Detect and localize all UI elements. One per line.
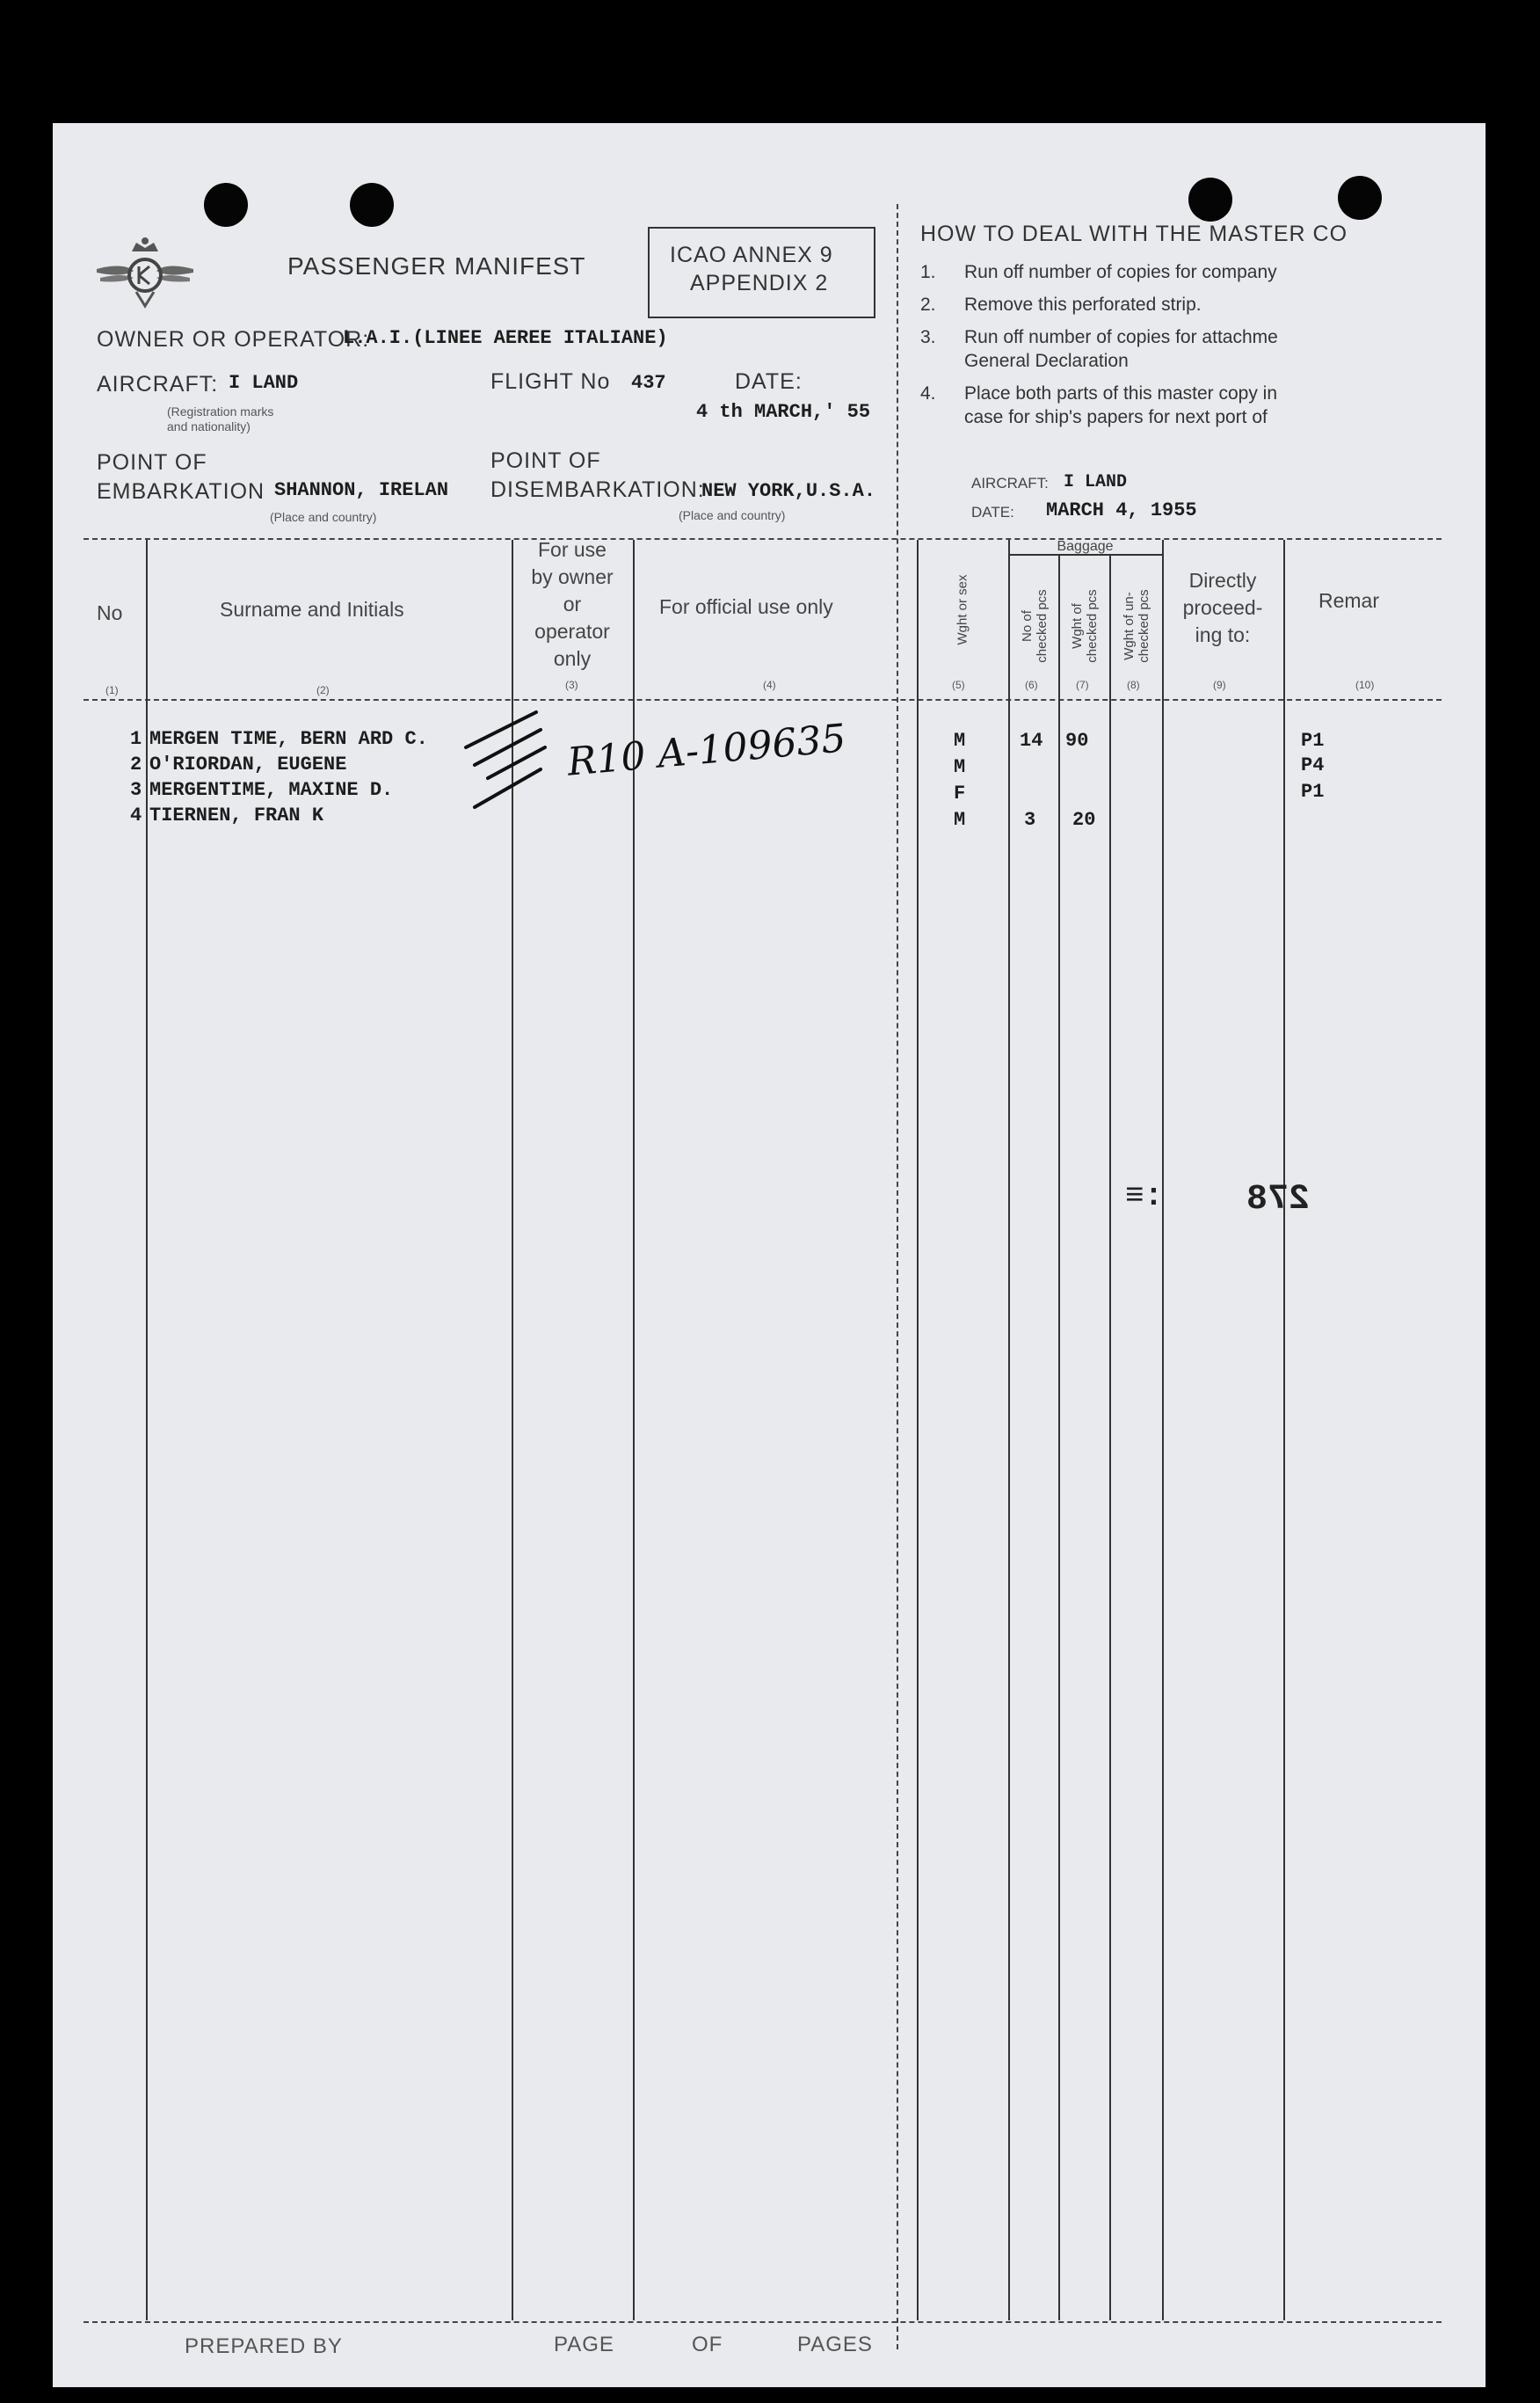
col-directly-line: ing to: bbox=[1195, 623, 1251, 646]
owner-value: L.A.I.(LINEE AEREE ITALIANE) bbox=[343, 327, 668, 349]
instruction-number: 4. bbox=[920, 383, 936, 404]
col-wght-unchecked-line: checked pcs bbox=[1137, 589, 1151, 663]
passenger-wght: 90 bbox=[1065, 730, 1089, 752]
col-number: (7) bbox=[1076, 679, 1089, 691]
col-owner-use-line: by owner bbox=[531, 565, 614, 588]
col-no: No bbox=[97, 601, 123, 624]
instruction-item bbox=[920, 260, 1483, 284]
form-title: PASSENGER MANIFEST bbox=[287, 252, 586, 280]
strip-date-label: DATE: bbox=[971, 504, 1014, 521]
strip-aircraft-value: I LAND bbox=[1064, 472, 1128, 492]
point-of-label: POINT OF bbox=[490, 448, 601, 473]
icao-appendix: APPENDIX 2 bbox=[690, 271, 829, 295]
passenger-name: MERGEN TIME, BERN ARD C. bbox=[149, 728, 428, 750]
passenger-name: O'RIORDAN, EUGENE bbox=[149, 754, 347, 776]
instruction-number: 2. bbox=[920, 295, 936, 315]
embarkation-label: EMBARKATION bbox=[97, 479, 265, 504]
instruction-text: Run off number of copies for company bbox=[964, 262, 1277, 282]
col-number: (1) bbox=[105, 684, 119, 696]
instructions-title: HOW TO DEAL WITH THE MASTER CO bbox=[920, 222, 1348, 246]
col-number: (9) bbox=[1213, 679, 1226, 691]
col-number: (8) bbox=[1127, 679, 1140, 691]
col-owner-use-line: only bbox=[553, 647, 592, 670]
col-wght-unchecked bbox=[1122, 582, 1151, 670]
passenger-no: 4 bbox=[130, 805, 142, 826]
manifest-sheet bbox=[53, 123, 1486, 2387]
perforation-line bbox=[897, 204, 898, 2349]
instruction-text: Remove this perforated strip. bbox=[964, 295, 1202, 315]
col-directly bbox=[1162, 567, 1283, 649]
col-wght-sex: Wght or sex bbox=[955, 574, 970, 645]
disembarkation-value: NEW YORK,U.S.A. bbox=[701, 480, 876, 502]
registration-note-line: (Registration marks bbox=[167, 404, 274, 419]
col-wght-checked bbox=[1070, 582, 1100, 670]
col-official: For official use only bbox=[659, 595, 833, 618]
table-top-rule bbox=[84, 538, 1442, 540]
passenger-sex: M bbox=[954, 756, 966, 778]
of-label: OF bbox=[692, 2333, 723, 2356]
col-wght-checked-line: checked pcs bbox=[1085, 589, 1100, 663]
airline-emblem-icon bbox=[88, 227, 202, 315]
passenger-name: MERGENTIME, MAXINE D. bbox=[149, 779, 394, 801]
col-wght-checked-line: Wght of bbox=[1070, 603, 1085, 649]
disembarkation-label: DISEMBARKATION: bbox=[490, 477, 705, 502]
passenger-sex: M bbox=[954, 809, 966, 831]
col-number: (2) bbox=[316, 684, 330, 696]
instruction-item bbox=[920, 382, 1483, 429]
col-owner-use bbox=[512, 536, 633, 673]
punch-hole bbox=[1188, 178, 1232, 222]
passenger-pcs: 14 bbox=[1020, 730, 1043, 752]
passenger-sex: M bbox=[954, 730, 966, 752]
col-owner-use-line: or bbox=[563, 593, 582, 615]
column-divider bbox=[633, 540, 635, 2320]
col-no-checked-line: No of bbox=[1020, 610, 1035, 642]
passenger-wght: 20 bbox=[1072, 809, 1096, 831]
footer-rule bbox=[84, 2321, 1442, 2323]
passenger-sex: F bbox=[954, 783, 966, 805]
passenger-pcs: 3 bbox=[1024, 809, 1036, 831]
prepared-by-label: PREPARED BY bbox=[185, 2334, 343, 2358]
owner-label: OWNER OR OPERATOR: bbox=[97, 327, 370, 352]
passenger-remark: P4 bbox=[1301, 754, 1325, 776]
strip-date-value: MARCH 4, 1955 bbox=[1046, 499, 1197, 521]
date-label: DATE: bbox=[735, 369, 803, 394]
flight-value: 437 bbox=[631, 372, 666, 394]
punch-hole bbox=[1338, 176, 1382, 220]
col-surname: Surname and Initials bbox=[220, 598, 404, 621]
point-of-label: POINT OF bbox=[97, 450, 207, 475]
instruction-item bbox=[920, 325, 1483, 373]
instruction-item bbox=[920, 293, 1483, 317]
col-directly-line: proceed- bbox=[1182, 596, 1263, 619]
punch-hole bbox=[350, 183, 394, 227]
column-divider bbox=[1109, 554, 1111, 2320]
passenger-no: 2 bbox=[130, 754, 142, 776]
instruction-number: 3. bbox=[920, 327, 936, 347]
col-wght-unchecked-line: Wght of un- bbox=[1122, 592, 1137, 660]
column-divider bbox=[1283, 540, 1285, 2320]
col-owner-use-line: operator bbox=[534, 620, 610, 643]
strip-aircraft-label: AIRCRAFT: bbox=[971, 475, 1049, 492]
instruction-text: case for ship's papers for next port of bbox=[964, 407, 1268, 427]
registration-note bbox=[167, 404, 273, 434]
passenger-remark: P1 bbox=[1301, 730, 1325, 752]
place-country-note: (Place and country) bbox=[679, 508, 786, 522]
col-number: (4) bbox=[763, 679, 776, 691]
instruction-text: Place both parts of this master copy in bbox=[964, 383, 1278, 404]
pages-label: PAGES bbox=[797, 2333, 873, 2356]
icao-annex: ICAO ANNEX 9 bbox=[670, 243, 833, 267]
instruction-number: 1. bbox=[920, 262, 936, 282]
aircraft-label: AIRCRAFT: bbox=[97, 372, 219, 397]
col-directly-line: Directly bbox=[1188, 569, 1257, 592]
instructions-list bbox=[920, 260, 1483, 429]
embarkation-value: SHANNON, IRELAN bbox=[274, 479, 449, 501]
passenger-no: 3 bbox=[130, 779, 142, 801]
handwritten-annotation: R10 A-109635 bbox=[565, 716, 848, 785]
column-divider bbox=[917, 540, 919, 2320]
col-number: (3) bbox=[565, 679, 578, 691]
place-country-note: (Place and country) bbox=[270, 510, 377, 524]
column-divider bbox=[1162, 540, 1164, 2320]
stamp-number: 278 bbox=[1246, 1180, 1311, 1220]
col-remarks: Remar bbox=[1318, 589, 1380, 612]
column-divider bbox=[146, 540, 148, 2320]
col-no-checked bbox=[1020, 582, 1050, 670]
col-owner-use-line: For use bbox=[538, 538, 607, 561]
passenger-name: TIERNEN, FRAN K bbox=[149, 805, 324, 826]
instruction-text: General Declaration bbox=[964, 351, 1129, 371]
instruction-text: Run off number of copies for attachme bbox=[964, 327, 1278, 347]
registration-note-line: and nationality) bbox=[167, 419, 251, 433]
stamp-marks: ≡: bbox=[1125, 1178, 1164, 1214]
col-baggage: Baggage bbox=[1057, 539, 1114, 554]
date-value: 4 th MARCH,' 55 bbox=[696, 401, 871, 423]
col-number: (5) bbox=[952, 679, 965, 691]
page-label: PAGE bbox=[554, 2333, 614, 2356]
flight-label: FLIGHT No bbox=[490, 369, 611, 394]
aircraft-value: I LAND bbox=[229, 372, 299, 394]
passenger-no: 1 bbox=[130, 728, 142, 750]
punch-hole bbox=[204, 183, 248, 227]
col-number: (10) bbox=[1355, 679, 1375, 691]
col-number: (6) bbox=[1025, 679, 1038, 691]
table-header-rule bbox=[84, 699, 1442, 701]
column-divider bbox=[1008, 540, 1010, 2320]
column-divider bbox=[1058, 554, 1060, 2320]
col-no-checked-line: checked pcs bbox=[1035, 589, 1050, 663]
passenger-remark: P1 bbox=[1301, 781, 1325, 803]
